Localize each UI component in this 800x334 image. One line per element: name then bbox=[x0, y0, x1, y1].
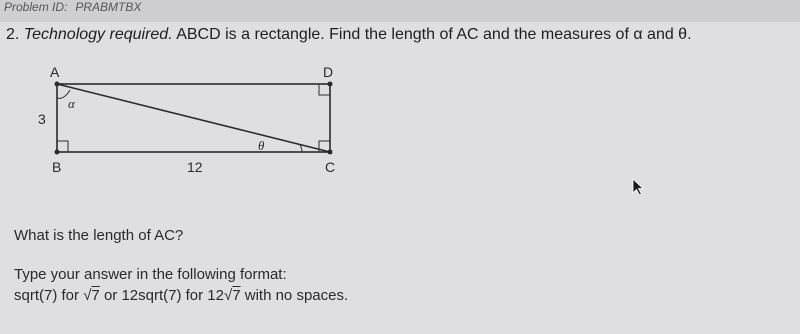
format-part3: with no spaces. bbox=[244, 287, 349, 304]
question-statement: ABCD is a rectangle. Find the length of AC and the measures of α and θ. bbox=[176, 26, 692, 43]
format-example bbox=[14, 287, 348, 304]
theta-arc bbox=[300, 145, 302, 152]
subquestion-text: What is the length of AC? bbox=[14, 227, 184, 244]
sqrt-icon: √ bbox=[224, 287, 233, 304]
format-part1: sqrt(7) for bbox=[14, 287, 80, 304]
format-instructions: Type your answer in the following format: bbox=[14, 266, 287, 283]
alpha-label: α bbox=[68, 96, 75, 111]
question-number: 2. bbox=[6, 26, 20, 43]
vertex-a-dot bbox=[55, 82, 60, 87]
problem-id-label: Problem ID: bbox=[4, 0, 68, 14]
vertex-d-label: D bbox=[323, 64, 334, 80]
vertex-d-dot bbox=[328, 82, 333, 87]
vertex-c-dot bbox=[328, 150, 333, 155]
example2-radicand: 7 bbox=[232, 287, 241, 304]
vertex-a-label: A bbox=[50, 64, 60, 80]
vertex-c-label: C bbox=[325, 159, 336, 175]
mouse-pointer-icon bbox=[632, 178, 646, 196]
problem-id-value: PRABMTBX bbox=[75, 0, 142, 14]
vertex-b-label: B bbox=[52, 159, 62, 175]
diagonal-ac bbox=[57, 84, 330, 152]
technology-required: Technology required. bbox=[23, 26, 173, 43]
theta-label: θ bbox=[258, 138, 265, 153]
sqrt-icon: √ bbox=[83, 287, 92, 304]
side-ab-label: 3 bbox=[38, 111, 46, 127]
vertex-b-dot bbox=[55, 150, 60, 155]
side-bc-label: 12 bbox=[187, 159, 203, 175]
example1-radicand: 7 bbox=[91, 287, 100, 304]
format-part2: or 12sqrt(7) for 12 bbox=[103, 287, 224, 304]
